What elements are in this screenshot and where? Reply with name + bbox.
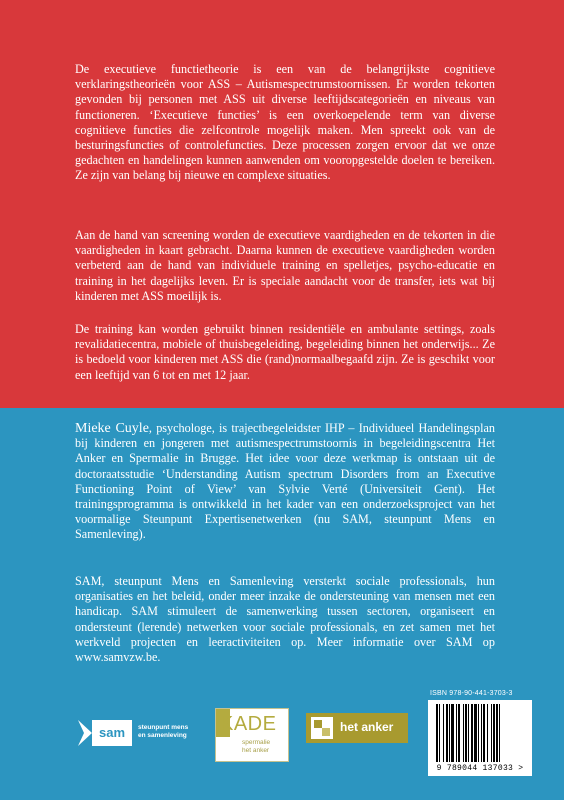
anker-emblem-icon [310,716,334,740]
barcode-number: 9 789044 137033 > [436,764,524,773]
sam-paragraph: SAM, steunpunt Mens en Samenleving versterkt sociale professionals, hun organisaties en het beleid, onder meer inzake de ondersteuning van mensen met een handicap. SAM stimuleert de samenwerking tussen sectoren, organiseert en ondersteunt (lerende) netwerken voor sociale professionals, en zet samen met het werkveld projecten en leeractiviteiten op. Meer informatie over SAM op www.samvzw.be. [75,574,495,665]
sam-arrow-icon [74,716,94,750]
sam-logo-tagline: steunpunt mens en samenleving [138,724,189,739]
isbn-label: ISBN 978-90-441-3703-3 [430,690,513,697]
het-anker-logo-text: het anker [340,720,394,734]
author-name: Mieke Cuyle [75,421,149,436]
author-paragraph [75,421,495,543]
kade-logo-subtitle: spermalie het anker [242,739,271,754]
kade-logo [215,708,289,762]
author-bio: , psychologe, is trajectbegeleidster IHP – Individueel Handelingsplan bij kinderen en jongeren met autismespectrumstoornis in begeleidingscentra Het Anker en Spermalie in Brugge. Het idee voor deze werkmap is ontstaan uit de doctoraatsstudie ‘Understanding Autism spectrum Disorders from an Executive Functioning Point of View’ van Sylvie Verté (Universiteit Gent). Het trainingsprogramma is ontwikkeld in het kader van een onderzoeksproject van het voormalige Steunpunt Expertisenetwerken (nu SAM, steunpunt Mens en Samenleving). [75,421,495,542]
description-paragraph-1: De executieve functietheorie is een van de belangrijkste cognitieve verklaringstheorieën voor ASS – Autismespectrumstoornissen. Er worden tekorten gevonden bij personen met ASS uit diverse leeftijdscategorieën en niveaus van functioneren. ‘Executieve functies’ is een overkoepelende term van diverse cognitieve functies die zelfcontrole mogelijk maken. Men spreekt ook van de besturingsfuncties of controlefuncties. Deze processen zorgen ervoor dat we onze gedachten en handelingen kunnen aanwenden om vooropgestelde doelen te bereiken. Ze zijn van belang bij nieuwe en complexe situaties. [75,62,495,183]
het-anker-logo [306,713,408,743]
kade-logo-text: KADE [220,713,277,735]
description-paragraph-2: Aan de hand van screening worden de executieve vaardigheden en de tekorten in die vaardigheden in kaart gebracht. Daarna kunnen de executieve vaardigheden worden verbeterd aan de hand van individuele training en spelletjes, psycho-educatie en training in het dagelijks leven. Er is speciale aandacht voor de transfer, iets wat bij kinderen met ASS moeilijk is. [75,228,495,303]
barcode-bars [436,704,524,762]
description-paragraph-3: De training kan worden gebruikt binnen residentiële en ambulante settings, zoals revalidatiecentra, mobiele of thuisbegeleiding, begeleiding binnen het onderwijs... Ze is bedoeld voor kinderen met ASS die (rand)normaalbegaafd zijn. Ze is geschikt voor een leeftijd van 6 tot en met 12 jaar. [75,322,495,382]
barcode [428,700,532,776]
sam-logo [74,712,194,756]
sam-logo-box: sam [92,720,132,746]
